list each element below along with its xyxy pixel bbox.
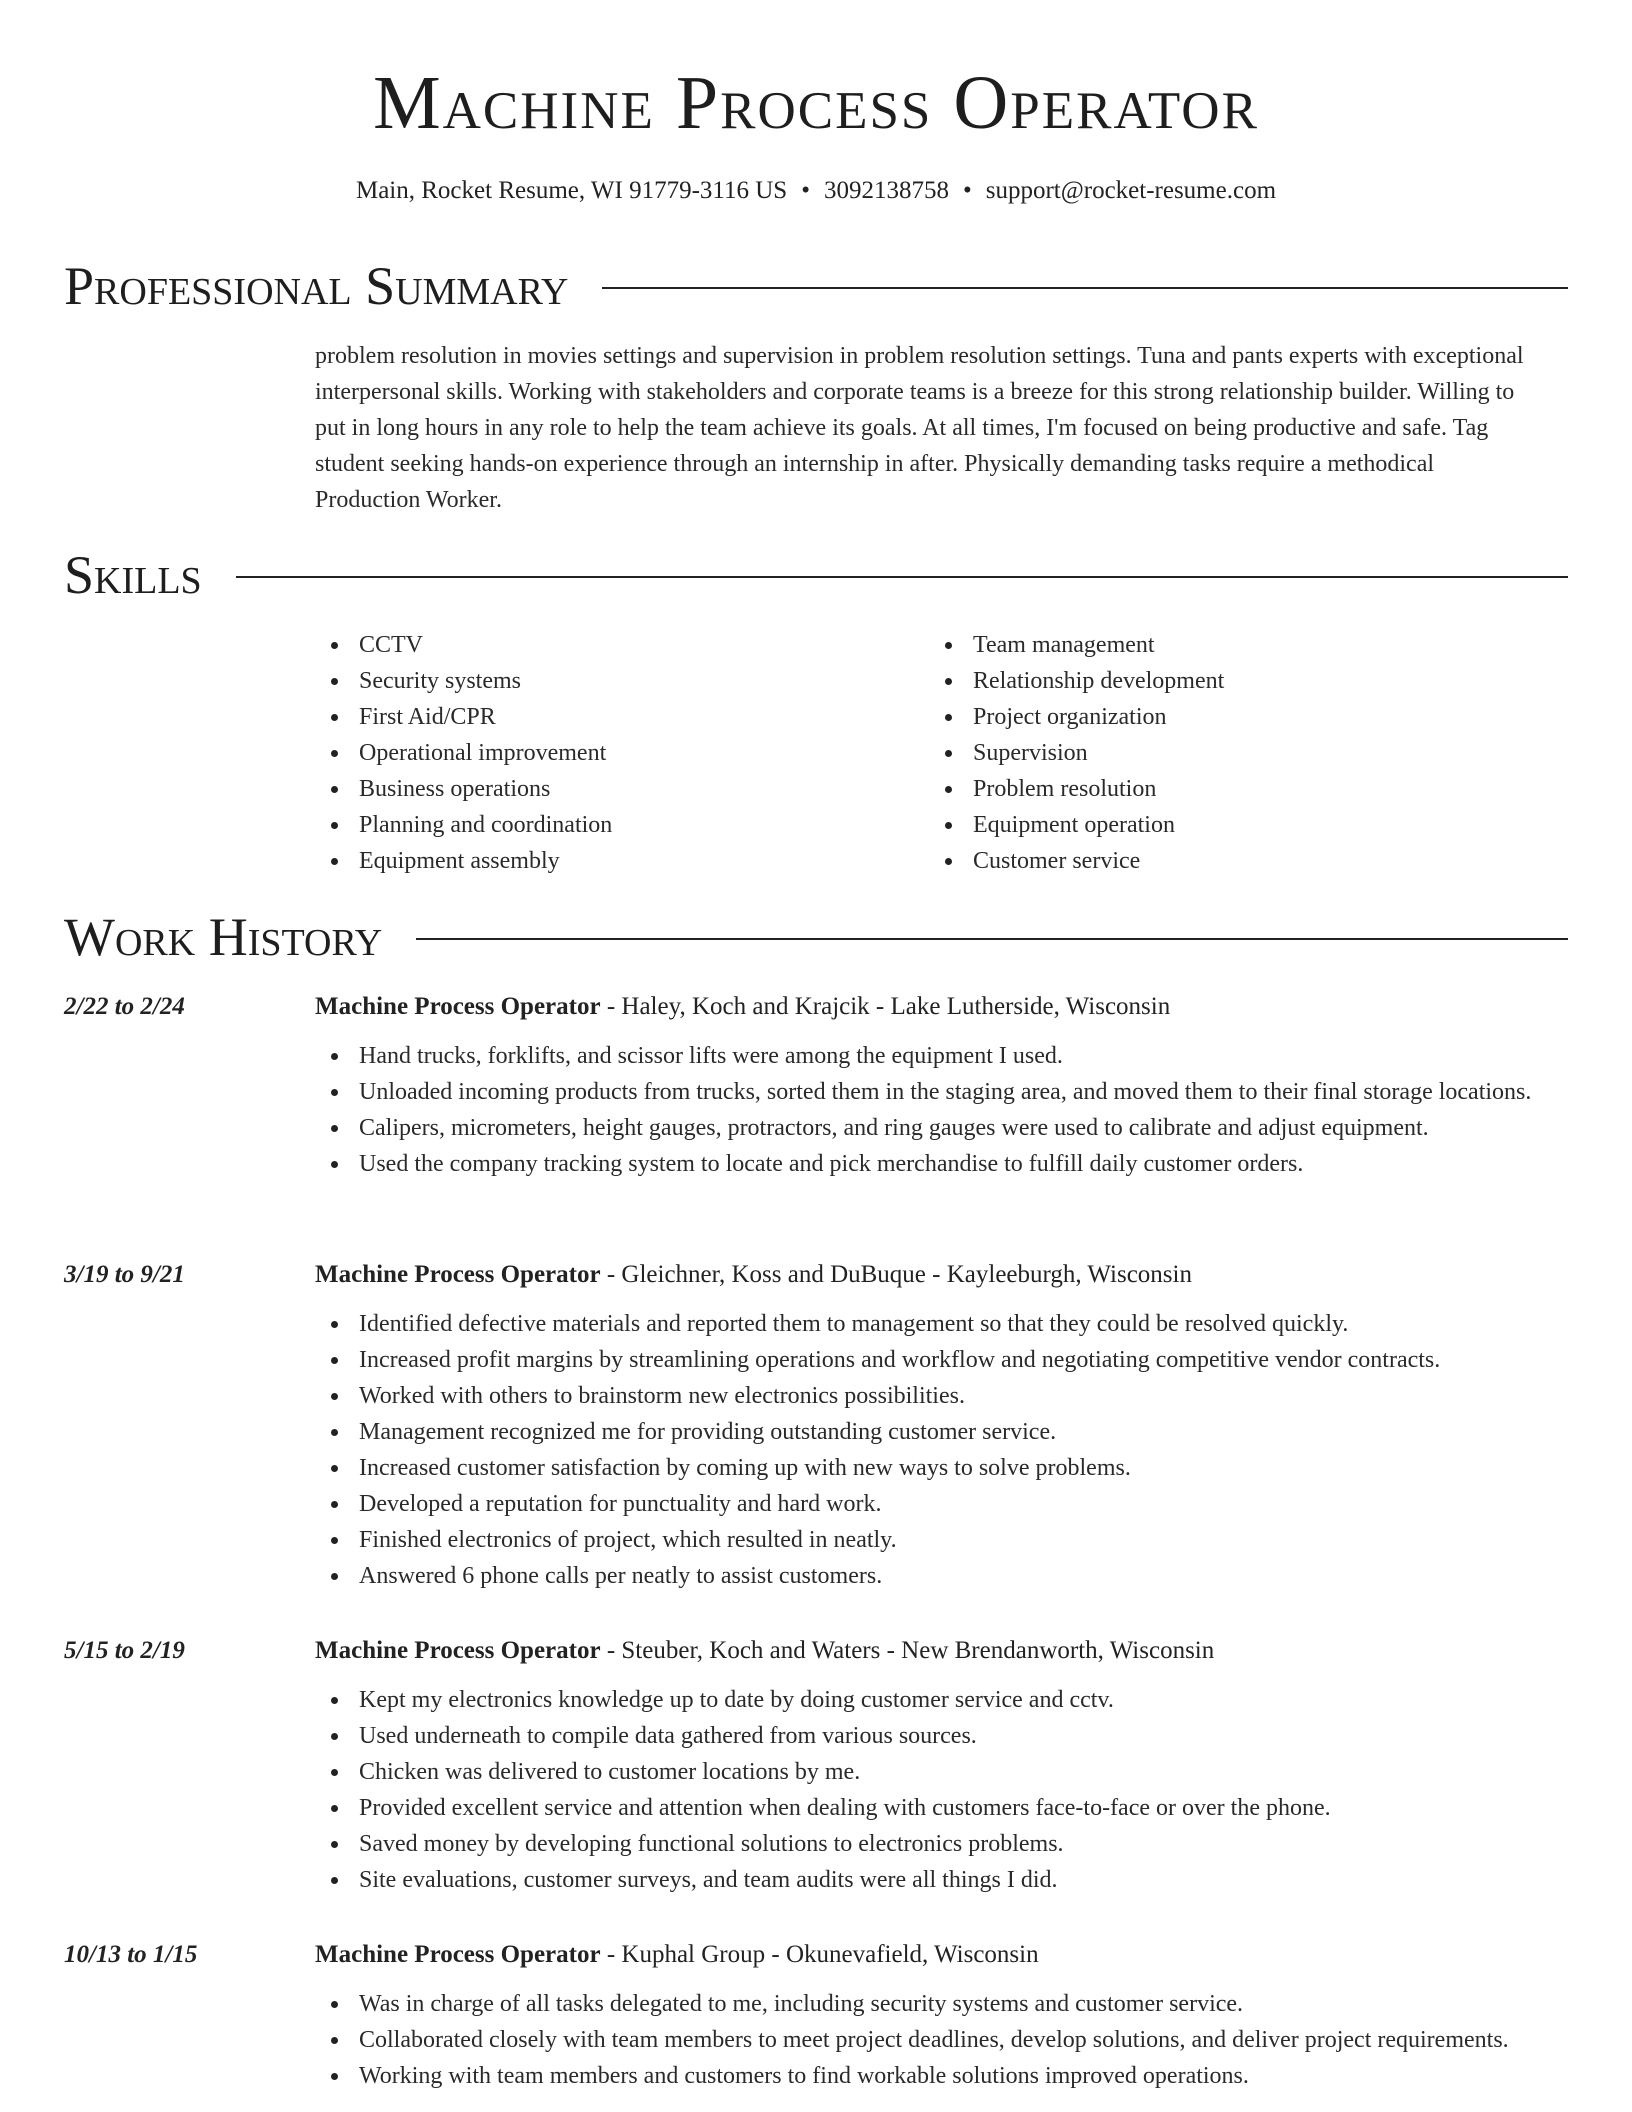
job-dates: 3/19 to 9/21 (64, 1261, 185, 1288)
job-bullets (315, 1038, 1575, 1182)
skills-left-column (315, 627, 915, 879)
skill-item: Project organization (929, 699, 1529, 735)
skill-item: Customer service (929, 843, 1529, 879)
skill-item: Supervision (929, 735, 1529, 771)
job-bullet: Used underneath to compile data gathered from various sources. (315, 1718, 1575, 1754)
skills-heading: Skills (64, 545, 202, 605)
skill-item: CCTV (315, 627, 915, 663)
skill-item: Business operations (315, 771, 915, 807)
job-title: Machine Process Operator (315, 1637, 601, 1664)
summary-heading: Professional Summary (64, 256, 569, 316)
skill-item: Problem resolution (929, 771, 1529, 807)
job-bullet: Management recognized me for providing outstanding customer service. (315, 1414, 1575, 1450)
job-bullet: Increased customer satisfaction by coming up with new ways to solve problems. (315, 1450, 1575, 1486)
contact-phone: 3092138758 (823, 177, 949, 204)
work-heading: Work History (64, 907, 383, 967)
contact-address: Main, Rocket Resume, WI 91779-3116 US (355, 177, 788, 204)
job-bullets (315, 1306, 1575, 1594)
summary-text: problem resolution in movies settings and supervision in problem resolution settings. Tuna and pants experts with exceptional interpersonal skills. Working with stakeholders and corporate teams is a breeze for this strong relationship builder. Willing to put in long hours in any role to help the team achieve its goals. At all times, I'm focused on being productive and safe. Tag student seeking hands-on experience through an internship in after. Physically demanding tasks require a methodical Production Worker. (315, 343, 1524, 513)
job-bullet: Hand trucks, forklifts, and scissor lifts were among the equipment I used. (315, 1038, 1575, 1074)
page-title: Machine Process Operator (373, 61, 1259, 145)
section-divider (416, 938, 1568, 940)
job-bullet: Saved money by developing functional solutions to electronics problems. (315, 1826, 1575, 1862)
job-bullet: Answered 6 phone calls per neatly to assist customers. (315, 1558, 1575, 1594)
job-bullets (315, 1682, 1575, 1898)
skill-item: Equipment operation (929, 807, 1529, 843)
job-bullet: Kept my electronics knowledge up to date by doing customer service and cctv. (315, 1682, 1575, 1718)
job-dates: 2/22 to 2/24 (64, 993, 185, 1020)
job-bullet: Working with team members and customers to find workable solutions improved operations. (315, 2058, 1575, 2094)
skill-item: Team management (929, 627, 1529, 663)
skill-item: Equipment assembly (315, 843, 915, 879)
job-bullet: Increased profit margins by streamlining operations and workflow and negotiating competitive vendor contracts. (315, 1342, 1575, 1378)
job-title: Machine Process Operator (315, 1941, 601, 1968)
job-bullet: Was in charge of all tasks delegated to me, including security systems and customer service. (315, 1986, 1575, 2022)
job-heading (315, 990, 1170, 1024)
job-bullet: Identified defective materials and reported them to management so that they could be resolved quickly. (315, 1306, 1575, 1342)
job-title: Machine Process Operator (315, 1261, 601, 1288)
skill-item: Security systems (315, 663, 915, 699)
section-divider (602, 287, 1568, 289)
job-dates: 10/13 to 1/15 (64, 1941, 198, 1968)
summary-section-header (64, 254, 1568, 318)
section-divider (236, 576, 1568, 578)
job-heading (315, 1258, 1192, 1292)
contact-email: support@rocket-resume.com (985, 177, 1277, 204)
job-bullet: Calipers, micrometers, height gauges, protractors, and ring gauges were used to calibrate and adjust equipment. (315, 1110, 1575, 1146)
contact-line (0, 176, 1632, 206)
job-bullet: Finished electronics of project, which resulted in neatly. (315, 1522, 1575, 1558)
job-company-location: - Haley, Koch and Krajcik - Lake Lutherside, Wisconsin (600, 993, 1171, 1020)
job-bullet: Unloaded incoming products from trucks, sorted them in the staging area, and moved them to their final storage locations. (315, 1074, 1575, 1110)
separator-dot-icon: • (801, 177, 810, 204)
skills-right-column (929, 627, 1529, 879)
work-section-header (64, 905, 1568, 969)
job-bullet: Worked with others to brainstorm new electronics possibilities. (315, 1378, 1575, 1414)
skills-section-header (64, 543, 1568, 607)
skill-item: First Aid/CPR (315, 699, 915, 735)
job-company-location: - Steuber, Koch and Waters - New Brendanworth, Wisconsin (600, 1637, 1215, 1664)
job-dates: 5/15 to 2/19 (64, 1637, 185, 1664)
job-title: Machine Process Operator (315, 993, 601, 1020)
skill-item: Operational improvement (315, 735, 915, 771)
job-bullet: Used the company tracking system to locate and pick merchandise to fulfill daily customer orders. (315, 1146, 1575, 1182)
job-bullet: Developed a reputation for punctuality and hard work. (315, 1486, 1575, 1522)
skill-item: Relationship development (929, 663, 1529, 699)
job-bullet: Chicken was delivered to customer locations by me. (315, 1754, 1575, 1790)
job-heading (315, 1938, 1039, 1972)
job-bullet: Collaborated closely with team members to meet project deadlines, develop solutions, and deliver project requirements. (315, 2022, 1575, 2058)
job-bullet: Site evaluations, customer surveys, and team audits were all things I did. (315, 1862, 1575, 1898)
job-company-location: - Gleichner, Koss and DuBuque - Kayleeburgh, Wisconsin (600, 1261, 1192, 1288)
skill-item: Planning and coordination (315, 807, 915, 843)
job-bullets (315, 1986, 1575, 2094)
job-company-location: - Kuphal Group - Okunevafield, Wisconsin (600, 1941, 1039, 1968)
separator-dot-icon: • (962, 177, 972, 204)
job-bullet: Provided excellent service and attention when dealing with customers face-to-face or over the phone. (315, 1790, 1575, 1826)
job-heading (315, 1634, 1214, 1668)
